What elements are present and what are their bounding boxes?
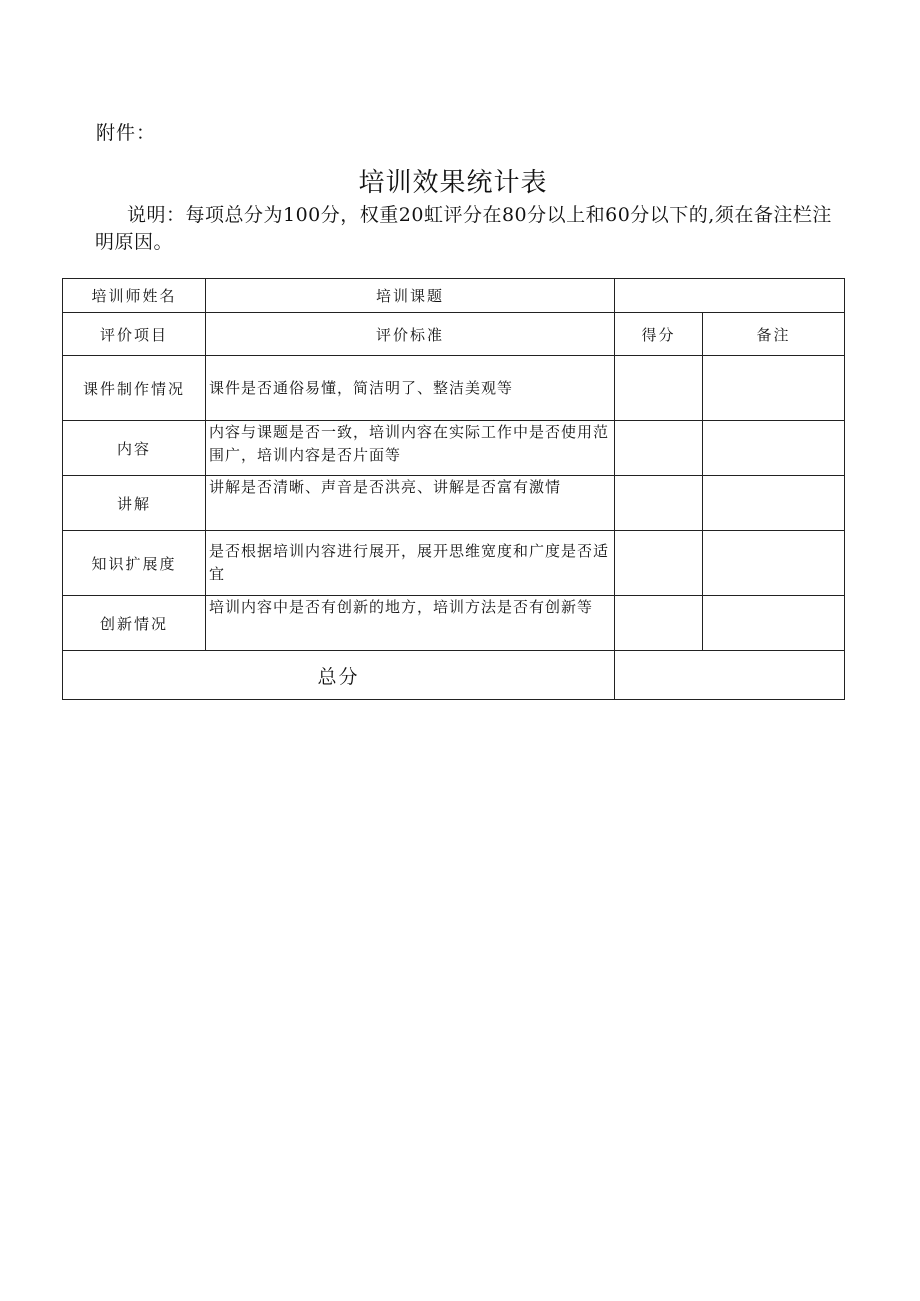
table-row — [63, 476, 845, 531]
score-cell[interactable] — [615, 596, 703, 651]
row-criteria: 培训内容中是否有创新的地方，培训方法是否有创新等 — [206, 596, 615, 651]
remarks-cell[interactable] — [703, 531, 845, 596]
table-row — [63, 356, 845, 421]
header-row-columns — [63, 313, 845, 356]
table-row — [63, 596, 845, 651]
remarks-cell[interactable] — [703, 421, 845, 476]
total-label: 总分 — [63, 651, 615, 700]
row-item: 内容 — [63, 421, 206, 476]
row-item: 知识扩展度 — [63, 531, 206, 596]
table-row — [63, 531, 845, 596]
remarks-cell[interactable] — [703, 476, 845, 531]
table-row — [63, 421, 845, 476]
column-header-criteria: 评价标准 — [206, 313, 615, 356]
score-cell[interactable] — [615, 531, 703, 596]
score-cell[interactable] — [615, 421, 703, 476]
course-topic-value-cell[interactable] — [615, 279, 845, 313]
score-cell[interactable] — [615, 356, 703, 421]
row-criteria: 课件是否通俗易懂，简洁明了、整洁美观等 — [206, 356, 615, 421]
document-title: 培训效果统计表 — [358, 168, 548, 198]
remarks-cell[interactable] — [703, 356, 845, 421]
instructions-note: 说明：每项总分为100分，权重20虹评分在80分以上和60分以下的,须在备注栏注明原因。 — [95, 204, 832, 253]
row-item: 课件制作情况 — [63, 356, 206, 421]
row-item: 创新情况 — [63, 596, 206, 651]
attachment-label: 附件： — [96, 122, 157, 144]
column-header-item: 评价项目 — [63, 313, 206, 356]
evaluation-table — [62, 278, 845, 700]
column-header-score: 得分 — [615, 313, 703, 356]
row-item: 讲解 — [63, 476, 206, 531]
course-topic-label: 培训课题 — [206, 279, 615, 313]
remarks-cell[interactable] — [703, 596, 845, 651]
header-row-trainer — [63, 279, 845, 313]
score-cell[interactable] — [615, 476, 703, 531]
trainer-name-label: 培训师姓名 — [63, 279, 206, 313]
row-criteria: 讲解是否清晰、声音是否洪亮、讲解是否富有激情 — [206, 476, 615, 531]
row-criteria: 是否根据培训内容进行展开，展开思维宽度和广度是否适宜 — [206, 531, 615, 596]
row-criteria: 内容与课题是否一致，培训内容在实际工作中是否使用范围广，培训内容是否片面等 — [206, 421, 615, 476]
total-row — [63, 651, 845, 700]
column-header-remarks: 备注 — [703, 313, 845, 356]
total-score-cell[interactable] — [615, 651, 845, 700]
